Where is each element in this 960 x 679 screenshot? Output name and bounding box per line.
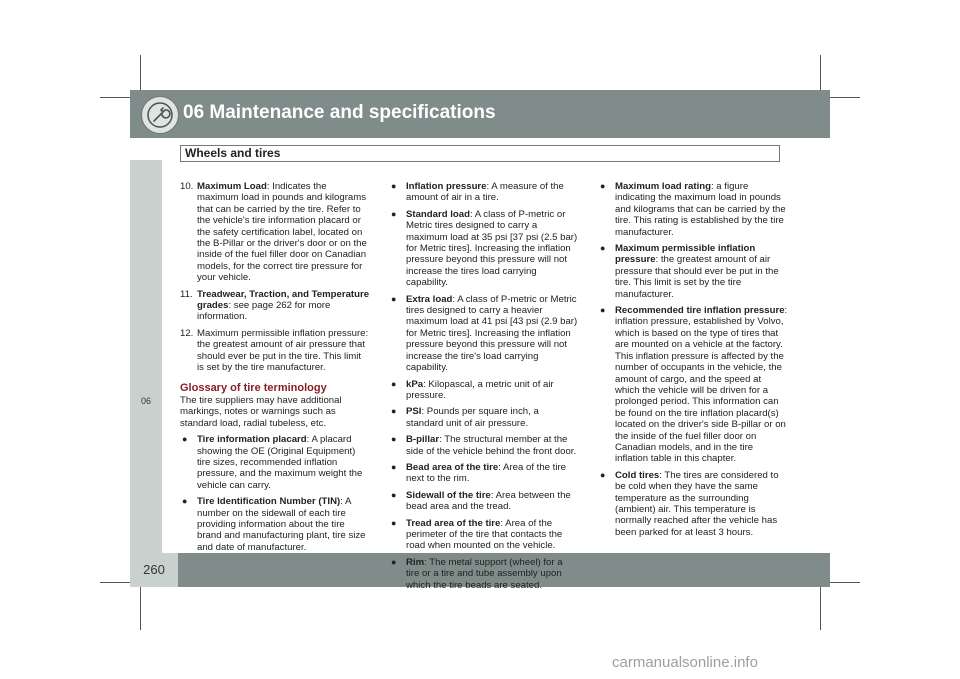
term: Tread area of the tire [406, 517, 501, 529]
list-item [389, 462, 578, 485]
bullet-icon: ● [391, 489, 397, 500]
bullet-icon: ● [600, 181, 606, 191]
item-number: 12. [180, 327, 194, 339]
list-item [389, 406, 578, 429]
bullet-icon: ● [391, 181, 397, 191]
chapter-label: 06 [140, 396, 151, 406]
item-number: 10. [180, 181, 194, 192]
list-item [598, 181, 788, 238]
chapter-tab [130, 160, 162, 553]
bullet-icon: ● [600, 243, 606, 254]
definition: : Pounds per square inch, a standard unit of air pressure. [406, 406, 539, 429]
intro-paragraph: The tire suppliers may have additional markings, notes or warnings such as standard load, radial tubeless, etc. [180, 394, 342, 429]
bullet-icon: ● [391, 208, 397, 219]
term: Extra load [406, 293, 453, 305]
bullet-icon: ● [182, 434, 188, 445]
list-item [180, 181, 370, 284]
list-item [180, 434, 370, 491]
section-title: Wheels and tires [185, 146, 281, 160]
term: Bead area of the tire [406, 461, 499, 473]
list-item [389, 209, 578, 289]
list-item [389, 557, 578, 591]
definition: : The tires are considered to be cold when they have the same temperature as the surrounding (ambient) air. This temperature is normally reached after the vehicle has been parked for at least 3 hours. [615, 469, 779, 538]
definition: : A class of P-metric or Metric tires designed to carry a maximum load at 35 psi [37 psi (2.5 bar) for Metric tires]. Increasing the inflation pressure beyond this pressure will not increase the tires load carrying capability. [406, 208, 578, 289]
list-item [389, 490, 578, 513]
term: Maximum load rating [615, 181, 711, 192]
definition: : inflation pressure, established by Volvo, which is based on the type of tires that are mounted on a vehicle at the factory. This inflation pressure is affected by the number of occupants in the vehicle, the amount of cargo, and the speed at which the vehicle will be driven for a prolonged period. This information can be found on the tire inflation placard(s) located on the driver's side B-pillar or on the inside of the fuel filler door on Canadian models, and in the tire inflation table in this chapter. [615, 305, 788, 465]
term: Inflation pressure [406, 181, 487, 192]
term: Sidewall of the tire [406, 489, 491, 501]
definition: : A class of P-metric or Metric tires designed to carry a heavier maximum load at 41 psi [43 psi (2.9 bar) for Metric tires]. Increasing the inflation pressure beyond this pressure will not increase the tire's load carrying capability. [406, 293, 578, 374]
term: Treadwear, Traction, and Temperature grades [197, 288, 370, 312]
section-heading: Glossary of tire terminology [180, 381, 327, 394]
definition: : A number on the sidewall of each tire providing information about the tire brand and manufacturing plant, tire size and date of manufacturer. [197, 496, 366, 553]
term: Tire Identification Number (TIN) [197, 496, 341, 508]
definition: Maximum permissible inflation pressure: the greatest amount of air pressure that should ever be put in the tire. This limit is set by the tire manufacturer. [197, 327, 369, 374]
term: B-pillar [406, 434, 440, 446]
text-column-2 [389, 181, 578, 596]
bullet-icon: ● [600, 305, 606, 316]
term: Rim [406, 556, 425, 568]
definition: : Area of the perimeter of the tire that contacts the road when mounted on the vehicle. [406, 517, 563, 552]
definition: : Indicates the maximum load in pounds and kilograms that can be carried by the tire. Refer to the vehicle's tire information placard or the safety certification label, located on the B-Pillar or the driver's door or on the inside of the fuel filler door on Canadian models, for the correct tire pressure for your vehicle. [197, 181, 367, 284]
text-column-3 [598, 181, 788, 543]
list-item [180, 289, 370, 323]
definition: : see page 262 for more information. [197, 300, 331, 323]
page-title: 06 Maintenance and specifications [183, 102, 496, 123]
list-item [389, 181, 578, 204]
bullet-icon: ● [391, 378, 397, 389]
term: Cold tires [615, 469, 660, 481]
definition: : The metal support (wheel) for a tire or a tire and tube assembly upon which the tire beads are seated. [406, 556, 563, 591]
list-item [389, 294, 578, 374]
bullet-icon: ● [391, 517, 397, 528]
list-item [180, 328, 370, 374]
list-item [598, 470, 788, 538]
definition: : A placard showing the OE (Original Equipment) tire sizes, recommended inflation pressure, and the maximum weight the vehicle can carry. [197, 434, 363, 491]
bullet-icon: ● [391, 293, 397, 304]
list-item [389, 379, 578, 402]
term: kPa [406, 378, 424, 390]
text-column-1 [180, 181, 370, 558]
bullet-icon: ● [600, 469, 606, 480]
bullet-icon: ● [391, 556, 397, 567]
term: Maximum permissible inflation pressure [615, 243, 756, 266]
term: Maximum Load [197, 181, 267, 192]
definition: : A measure of the amount of air in a tire. [406, 181, 564, 204]
bullet-icon: ● [391, 461, 397, 472]
bullet-icon: ● [182, 496, 188, 507]
definition: : Area of the tire next to the rim. [406, 461, 566, 485]
term: Tire information placard [197, 434, 307, 446]
definition: : a figure indicating the maximum load in pounds and kilograms that can be carried by the tire. This rating is established by the tire manufacturer. [615, 181, 786, 238]
list-item [389, 434, 578, 457]
term: Standard load [406, 208, 470, 220]
definition: : Kilopascal, a metric unit of air pressure. [406, 378, 554, 401]
watermark[interactable]: carmanualsonline.info [612, 654, 758, 671]
section-header [180, 145, 780, 162]
definition: : Area between the bead area and the tread. [406, 489, 571, 513]
list-item [598, 305, 788, 465]
definition: : The structural member at the side of the vehicle behind the front door. [406, 434, 577, 457]
list-item [389, 518, 578, 552]
item-number: 11. [180, 288, 193, 300]
definition: : the greatest amount of air pressure that should ever be put in the tire. This limit is set by the tire manufacturer. [615, 254, 779, 300]
bullet-icon: ● [391, 434, 397, 445]
page-number-box [130, 553, 178, 587]
wrench-icon [141, 96, 179, 134]
list-item [180, 496, 370, 553]
term: PSI [406, 406, 422, 418]
bullet-icon: ● [391, 406, 397, 417]
term: Recommended tire inflation pressure [615, 305, 785, 317]
list-item [598, 243, 788, 300]
page-number: 260 [143, 562, 165, 577]
